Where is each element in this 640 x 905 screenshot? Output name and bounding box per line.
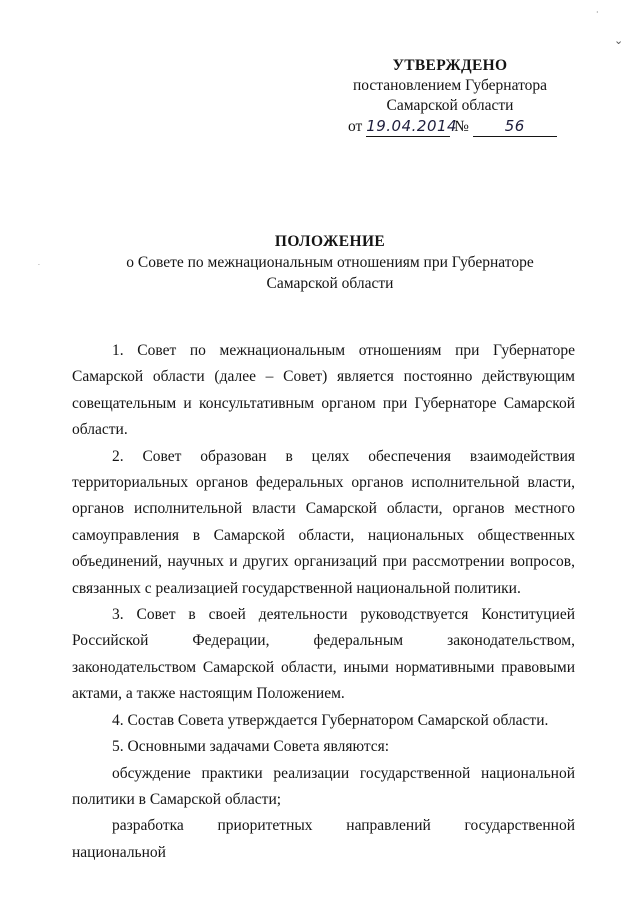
approval-block xyxy=(330,56,570,137)
handwritten-date: 19.04.2014 xyxy=(366,117,458,135)
scan-speck: · xyxy=(38,262,40,269)
document-title xyxy=(80,231,580,294)
number-prefix: № xyxy=(454,118,469,135)
paragraph: 5. Основными задачами Совета являются: xyxy=(112,738,390,756)
approval-line-2: Самарской области xyxy=(386,97,514,114)
document-body xyxy=(72,338,575,866)
paragraph: 1. Совет по межнациональным отношениям при Губернаторе Самарской области (далее – Совет) является постоянно действующим совещательным и консультативным органом при Губернаторе Самарской области. xyxy=(72,342,575,439)
title-line-1: о Совете по межнациональным отношениям при Губернаторе xyxy=(126,254,534,271)
date-prefix: от xyxy=(348,118,363,135)
paragraph: обсуждение практики реализации государственной национальной политики в Самарской области; xyxy=(72,764,575,808)
approval-line-1: постановлением Губернатора xyxy=(352,77,548,94)
paragraph: 4. Состав Совета утверждается Губернатором Самарской области. xyxy=(112,711,549,729)
paragraph: разработка приоритетных направлений государственной национальной xyxy=(72,817,575,861)
scan-speck: · xyxy=(596,8,599,17)
paragraph: 2. Совет образован в целях обеспечения взаимодействия территориальных органов федеральных органов исполнительной власти, органов исполнительной власти Самарской области, органов местного самоуправления в Самарской области, национальных общественных объединений, научных и других организаций при рассмотрении вопросов, связанных с реализацией государственной национальной политики. xyxy=(72,447,575,597)
approval-stamp: УТВЕРЖДЕНО xyxy=(392,57,508,74)
title-main: ПОЛОЖЕНИЕ xyxy=(274,233,386,250)
scan-mark: ⌄ xyxy=(614,34,624,47)
approval-date-row xyxy=(330,116,570,137)
paragraph: 3. Совет в своей деятельности руководствуется Конституцией Российской Федерации, федеральным законодательством, законодательством Самарской области, иными нормативными правовыми актами, а также настоящим Положением. xyxy=(72,606,575,703)
title-line-2: Самарской области xyxy=(266,275,394,292)
handwritten-number: 56 xyxy=(473,116,557,137)
